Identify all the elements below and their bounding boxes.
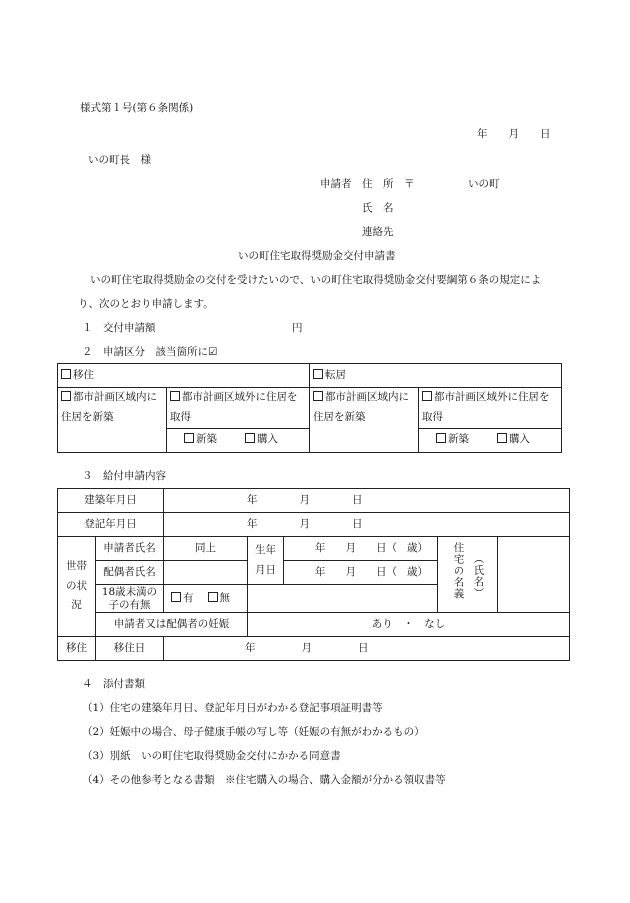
move-in-label: 移住 (73, 368, 94, 381)
year-label: 年 (315, 541, 326, 554)
intro-line-2: り、次のとおり申請します。 (78, 298, 214, 310)
children-extra-field[interactable] (248, 585, 438, 613)
attachment-1: （1）住宅の建築年月日、登記年月日がわかる登記事項証明書等 (82, 702, 383, 714)
day-label: 日 (352, 493, 363, 506)
form-number: 様式第１号(第６条関係) (80, 102, 194, 114)
move-purchase-checkbox[interactable] (245, 433, 255, 443)
attachment-4: （4）その他参考となる書類 ※住宅購入の場合、購入金額が分かる領収書等 (82, 774, 446, 786)
purchase-label: 購入 (257, 433, 278, 446)
new-build-label: 新築 (196, 433, 217, 446)
item-3-label: ３ 給付申請内容 (82, 470, 166, 482)
month-label: 月 (345, 565, 356, 578)
addressee: いの町長 様 (88, 154, 151, 166)
spouse-name-label: 配偶者氏名 (96, 561, 164, 585)
reloc-out-area-cell[interactable] (419, 388, 562, 429)
move-section-label: 移住 (58, 637, 96, 661)
pregnancy-label: 申請者又は配偶者の妊娠 (96, 613, 248, 637)
yen-unit: 円 (292, 322, 303, 334)
intro-line-1: いの町住宅取得奨励金の交付を受けたいので、いの町住宅取得奨励金交付要綱第６条の規定によ (90, 274, 542, 286)
children-text-1: 18歳未満の (101, 585, 158, 598)
children-text-2: 子の有無 (108, 598, 151, 611)
out-area-text: 都市計画区域外に住居を (434, 391, 550, 403)
move-in-area-cell[interactable] (58, 388, 167, 453)
name-label: 氏 名 (362, 202, 394, 214)
day-label: 日 (352, 517, 363, 530)
address-label: 住 所 (362, 178, 394, 190)
year-label: 年 (247, 493, 258, 506)
household-label (58, 537, 96, 637)
same-as-above: 同上 (164, 537, 248, 561)
move-out-area-cell[interactable] (167, 388, 310, 429)
reg-date-label: 登記年月日 (58, 513, 164, 537)
reloc-purchase-checkbox[interactable] (497, 433, 507, 443)
applicant-name-label: 申請者氏名 (96, 537, 164, 561)
relocation-cell[interactable] (310, 364, 562, 388)
reloc-in-area-cell[interactable] (310, 388, 419, 453)
reloc-new-build-checkbox[interactable] (436, 433, 446, 443)
move-in-cell[interactable] (58, 364, 310, 388)
move-out-area-checkbox[interactable] (170, 391, 180, 401)
day-label: 日（ (376, 565, 397, 578)
reloc-out-area-checkbox[interactable] (422, 391, 432, 401)
out-area-text-2: 取得 (422, 410, 443, 423)
item-4-label: ４ 添付書類 (82, 678, 145, 690)
month-label: 月 (301, 641, 312, 654)
document-title: いの町住宅取得奨励金交付申請書 (238, 250, 396, 262)
birth-label (248, 537, 284, 585)
year-label: 年 (247, 517, 258, 530)
month-label: 月 (299, 493, 310, 506)
applicant-label: 申請者 (320, 178, 352, 190)
attachment-2: （2）妊娠中の場合、母子健康手帳の写し等（妊娠の有無がわかるもの） (82, 726, 425, 738)
month-label: 月 (299, 517, 310, 530)
pregnancy-options[interactable]: あり ・ なし (248, 613, 570, 637)
year-label: 年 (315, 565, 326, 578)
spouse-birth-field[interactable] (284, 561, 438, 585)
relocation-checkbox[interactable] (313, 369, 323, 379)
move-new-build-checkbox[interactable] (184, 433, 194, 443)
no-label: 無 (219, 591, 230, 604)
move-in-checkbox[interactable] (61, 369, 71, 379)
purchase-label: 購入 (509, 433, 530, 446)
children-field[interactable] (164, 585, 248, 613)
details-table (57, 488, 570, 661)
in-area-text-2: 住居を新築 (313, 410, 366, 423)
in-area-text: 都市計画区域内に (325, 391, 409, 403)
spouse-name-field[interactable] (164, 561, 248, 585)
yes-label: 有 (183, 591, 194, 604)
item-1-label: １ 交付申請額 (82, 322, 156, 334)
year-label: 年 (245, 641, 256, 654)
owner-text: 住宅の名義 (452, 541, 465, 600)
applicant-birth-field[interactable] (284, 537, 438, 561)
new-build-label: 新築 (448, 433, 469, 446)
out-area-text: 都市計画区域外に住居を (182, 391, 298, 403)
day-label: 日 (358, 641, 369, 654)
month-label: 月 (345, 541, 356, 554)
reg-date-field[interactable] (164, 513, 570, 537)
in-area-text: 都市計画区域内に (73, 391, 157, 403)
contact-label: 連絡先 (362, 226, 394, 238)
owner-label (438, 537, 498, 613)
birth-text: 生年月日 (255, 543, 276, 576)
children-no-checkbox[interactable] (208, 592, 218, 602)
date-line: 年 月 日 (477, 128, 551, 140)
out-area-text-2: 取得 (170, 410, 191, 423)
move-date-label: 移住日 (96, 637, 164, 661)
item-2-label: ２ 申請区分 該当箇所に☑ (82, 346, 218, 358)
build-date-field[interactable] (164, 489, 570, 513)
move-in-area-checkbox[interactable] (61, 391, 71, 401)
attachment-3: （3）別紙 いの町住宅取得奨励金交付にかかる同意書 (82, 750, 341, 762)
age-label: 歳） (407, 541, 428, 554)
town-name: いの町 (468, 178, 500, 190)
age-label: 歳） (407, 565, 428, 578)
in-area-text-2: 住居を新築 (61, 410, 114, 423)
day-label: 日（ (376, 541, 397, 554)
build-date-label: 建築年月日 (58, 489, 164, 513)
reloc-in-area-checkbox[interactable] (313, 391, 323, 401)
owner-field[interactable] (498, 537, 570, 613)
household-text: 世帯の状況 (66, 559, 87, 612)
reloc-build-type-cell (419, 428, 562, 452)
postal-mark: 〒 (404, 178, 415, 190)
category-table (57, 363, 562, 453)
children-label (96, 585, 164, 613)
move-date-field[interactable] (164, 637, 570, 661)
children-yes-checkbox[interactable] (171, 592, 181, 602)
relocation-label: 転居 (325, 368, 346, 381)
owner-paren: （氏名） (472, 553, 485, 600)
move-build-type-cell (167, 428, 310, 452)
